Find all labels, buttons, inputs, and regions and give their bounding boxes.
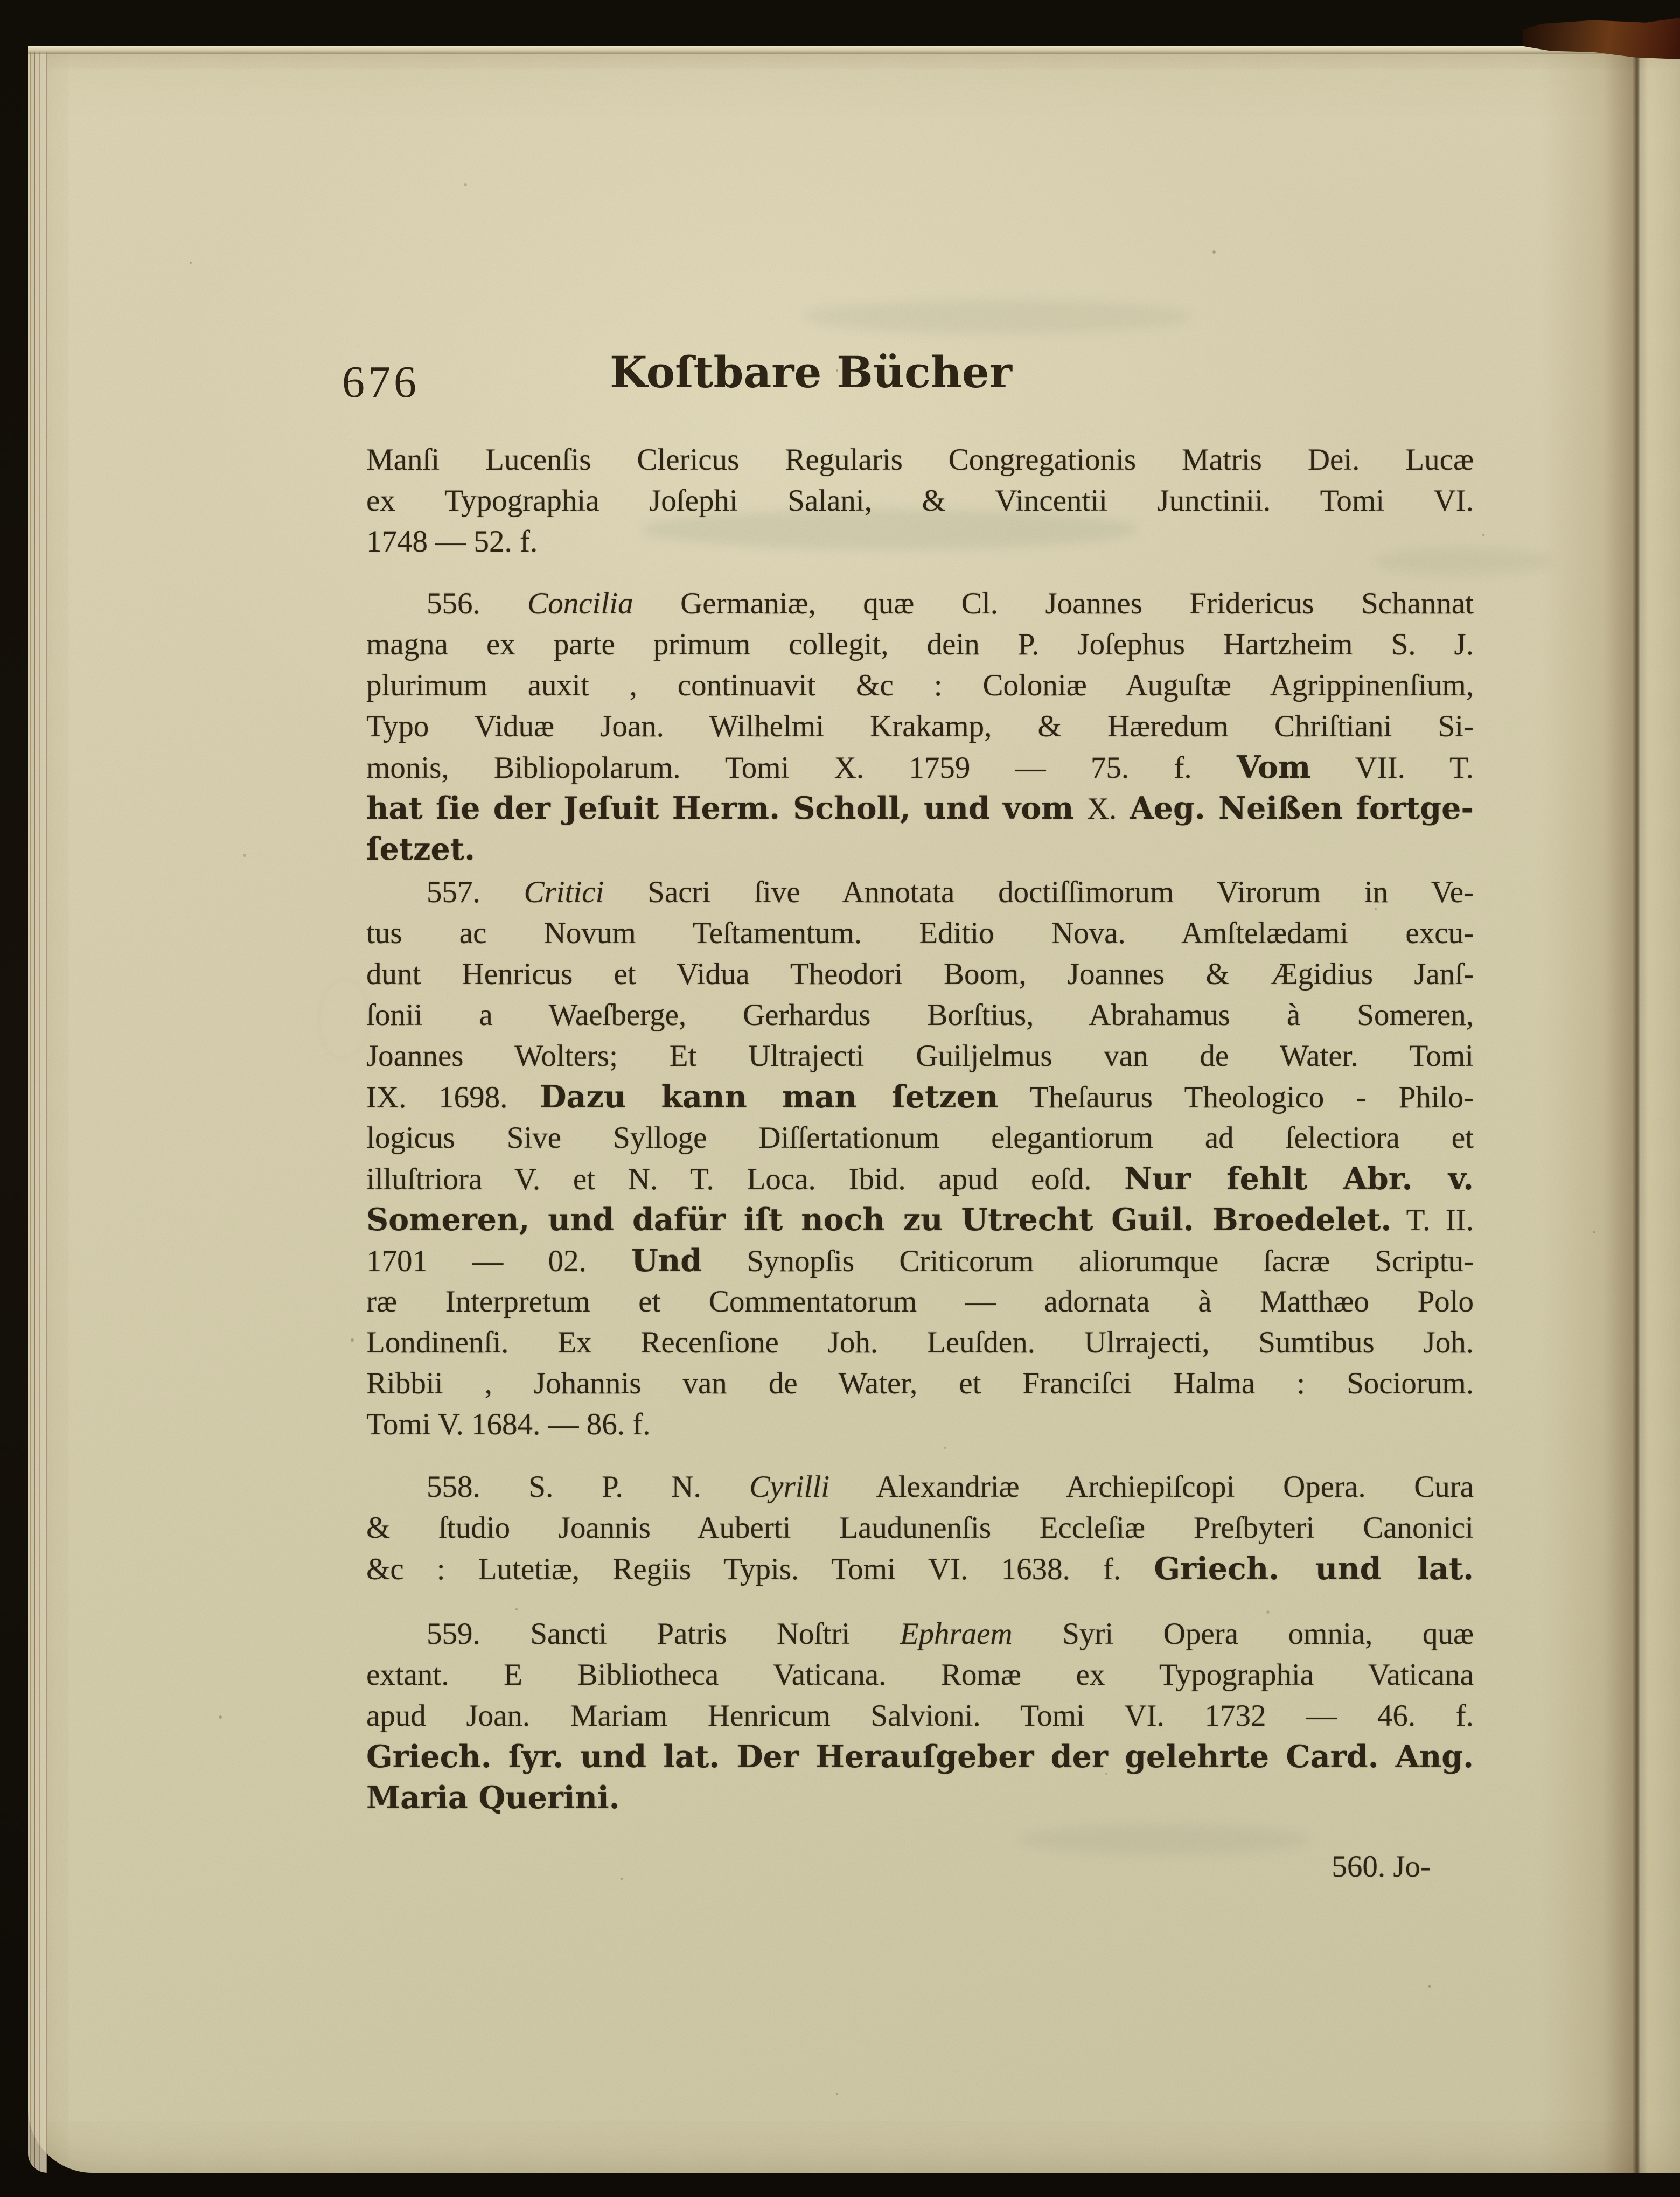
text-line: 559. Sancti Patris Noſtri Ephraem Syri Opera omnia, quæ <box>427 1617 1474 1651</box>
text-line: Maria Querini. <box>366 1780 620 1816</box>
text-line: extant. E Bibliotheca Vaticana. Romæ ex Typographia Vaticana <box>366 1658 1474 1692</box>
text-line: ſonii a Waeſberge, Gerhardus Borſtius, Abrahamus à Someren, <box>366 998 1474 1032</box>
paragraph-continuation-mansi <box>366 440 1474 562</box>
text-line: &c : Lutetiæ, Regiis Typis. Tomi VI. 1638. f. Griech. und lat. <box>366 1551 1474 1587</box>
text-line: Griech. ſyr. und lat. Der Herauſgeber der gelehrte Card. Ang. <box>366 1739 1474 1775</box>
text-line: Manſi Lucenſis Clericus Regularis Congregationis Matris Dei. Lucæ <box>366 443 1474 477</box>
entry-556 <box>366 583 1474 870</box>
text-line: Joannes Wolters; Et Ultrajecti Guiljelmus van de Water. Tomi <box>366 1039 1474 1073</box>
entry-559 <box>366 1614 1474 1818</box>
text-line: ræ Interpretum et Commentatorum — adornata à Matthæo Polo <box>366 1285 1474 1319</box>
gutter-fold-shadow <box>1540 46 1680 2173</box>
page-number: 676 <box>342 357 420 407</box>
entry-558 <box>366 1467 1474 1589</box>
text-line: 556. Concilia Germaniæ, quæ Cl. Joannes Fridericus Schannat <box>427 587 1474 620</box>
text-block <box>366 440 1474 1887</box>
text-line: ex Typographia Joſephi Salani, & Vincentii Junctinii. Tomi VI. <box>366 484 1474 518</box>
text-line: ſetzet. <box>366 831 475 867</box>
text-line: 1748 — 52. f. <box>366 525 538 559</box>
text-line: monis, Bibliopolarum. Tomi X. 1759 — 75. f. Vom VII. T. <box>366 749 1474 785</box>
text-line: tus ac Novum Teſtamentum. Editio Nova. Amſtelædami excu- <box>366 916 1474 950</box>
text-line: 1701 — 02. Und Synopſis Criticorum aliorumque ſacræ Scriptu- <box>366 1243 1474 1279</box>
text-line: dunt Henricus et Vidua Theodori Boom, Joannes & Ægidius Janſ- <box>366 957 1474 991</box>
entry-557 <box>366 872 1474 1445</box>
page-stack-edges <box>28 46 47 2173</box>
blind-stamp <box>318 978 371 1061</box>
text-line: & ſtudio Joannis Auberti Laudunenſis Eccleſiæ Preſbyteri Canonici <box>366 1511 1474 1545</box>
page-top-edge <box>28 46 1680 54</box>
text-line: plurimum auxit , continuavit &c : Coloniæ Auguſtæ Agrippinenſium, <box>366 668 1474 702</box>
text-line: Typo Viduæ Joan. Wilhelmi Krakamp, & Hæredum Chriſtiani Si- <box>366 709 1474 743</box>
show-through-smudge <box>804 299 1191 334</box>
text-line: apud Joan. Mariam Henricum Salvioni. Tomi VI. 1732 — 46. f. <box>366 1699 1474 1733</box>
text-line: Tomi V. 1684. — 86. f. <box>366 1407 651 1441</box>
text-line: 557. Critici Sacri ſive Annotata doctiſſimorum Virorum in Ve- <box>427 875 1474 909</box>
text-line: hat ſie der Jeſuit Herm. Scholl, und vom X. Aeg. Neißen fortge- <box>366 790 1474 826</box>
catchword: 560. Jo- <box>1332 1850 1431 1884</box>
text-line: Ribbii , Johannis van de Water, et Franciſci Halma : Sociorum. <box>366 1366 1474 1400</box>
text-line: magna ex parte primum collegit, dein P. Joſephus Hartzheim S. J. <box>366 627 1474 661</box>
text-line: Londinenſi. Ex Recenſione Joh. Leuſden. Ulrrajecti, Sumtibus Joh. <box>366 1326 1474 1359</box>
text-line: IX. 1698. Dazu kann man ſetzen Theſaurus Theologico - Philo- <box>366 1079 1474 1115</box>
text-line: illuſtriora V. et N. T. Loca. Ibid. apud eoſd. Nur fehlt Abr. v. <box>366 1161 1474 1197</box>
running-title: Koſtbare Bücher <box>610 347 1012 397</box>
book-page <box>28 46 1680 2173</box>
text-line: 558. S. P. N. Cyrilli Alexandriæ Archiepiſcopi Opera. Cura <box>427 1470 1474 1504</box>
text-line: Someren, und dafür iſt noch zu Utrecht Guil. Broedelet. T. II. <box>366 1202 1474 1238</box>
text-line: logicus Sive Sylloge Diſſertationum elegantiorum ad ſelectiora et <box>366 1121 1474 1155</box>
